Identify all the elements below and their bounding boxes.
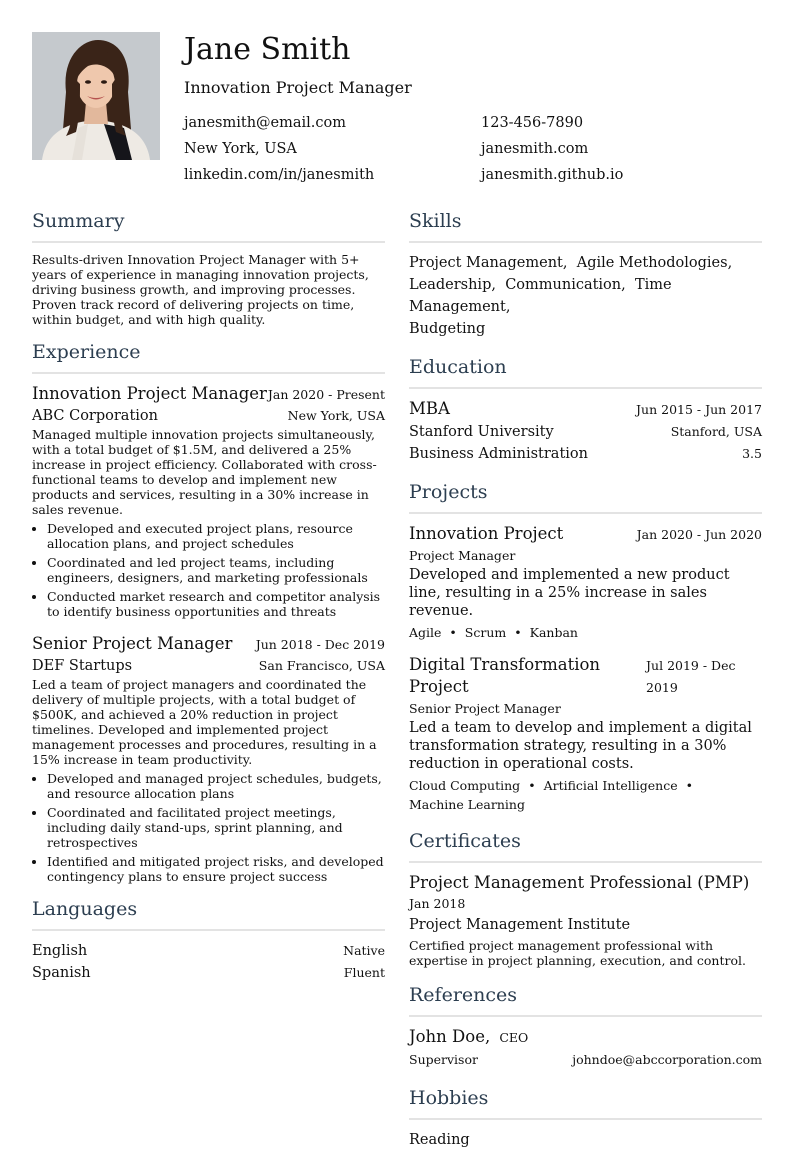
skill-item: Communication, [505,277,626,293]
summary-text: Results-driven Innovation Project Manager with 5+ years of experience in managing innovation projects, driving business growth, and improving processes. Proven track record of delivering projects on time, within budget, and with high quality. [32,252,369,327]
section-divider [409,241,762,243]
language-name: Spanish [32,965,91,981]
project-description: Led a team to develop and implement a digital transformation strategy, resulting in a 30% reduction in operational costs. [409,720,752,772]
experience-date: Jan 2020 - Present [267,387,385,402]
contact-location: New York, USA [184,141,297,157]
certificate-issuer: Project Management Institute [409,917,631,933]
skill-item: Agile Methodologies, [576,255,733,271]
experience-bullet: • Conducted market research and competitor analysis to identify business opportunities and threats [47,589,385,619]
experience-bullet: • Developed and executed project plans, resource allocation plans, and project schedules [47,521,385,551]
experience-description: Led a team of project managers and coordinated the delivery of multiple projects, with a total budget of $500K, and achieved a 20% reduction in project timelines. Developed and implemented project management processes and procedures, resulting in a 15% increase in team productivity. [32,677,377,767]
contact-website[interactable]: janesmith.com [481,141,589,157]
reference-email[interactable]: johndoe@abccorporation.com [572,1052,762,1067]
hobbies-section [409,1083,762,1151]
project-item [409,523,762,642]
section-divider [409,1015,762,1017]
languages-section [32,894,385,984]
project-tags: Cloud Computing • Artificial Intelligence • Machine Learning [409,778,693,812]
section-divider [32,241,385,243]
candidate-title: Innovation Project Manager [184,78,412,97]
project-date: Jul 2019 - Dec 2019 [646,658,736,695]
section-divider [32,372,385,374]
experience-bullets [32,521,385,619]
education-heading: Education [409,356,507,378]
education-school: Stanford University [409,424,554,440]
reference-name: John Doe, [409,1027,491,1046]
certificates-heading: Certificates [409,830,521,852]
project-tags: Agile • Scrum • Kanban [409,625,578,640]
experience-role: Innovation Project Manager [32,384,267,403]
experience-location: New York, USA [287,408,385,423]
skill-item: Project Management, [409,255,568,271]
experience-role: Senior Project Manager [32,634,233,653]
experience-bullet: • Coordinated and led project teams, including engineers, designers, and marketing professionals [47,555,385,585]
project-role: Senior Project Manager [409,701,561,716]
hobbies-heading: Hobbies [409,1087,489,1109]
contact-email[interactable]: janesmith@email.com [184,115,347,131]
experience-bullet: • Developed and managed project schedules, budgets, and resource allocation plans [47,771,385,801]
certificate-date: Jan 2018 [409,896,466,911]
experience-bullet: • Coordinated and facilitated project meetings, including daily stand-ups, sprint planning, and retrospectives [47,805,385,850]
project-tag: Artificial Intelligence [543,778,678,793]
skills-heading: Skills [409,210,462,232]
experience-item [32,633,385,884]
projects-heading: Projects [409,481,488,503]
experience-bullets [32,771,385,884]
section-divider [409,1118,762,1120]
experience-section [32,337,385,884]
experience-location: San Francisco, USA [258,658,385,673]
certificate-name: Project Management Professional (PMP) [409,873,750,892]
reference-position: CEO [499,1030,529,1045]
summary-heading: Summary [32,210,125,232]
education-date: Jun 2015 - Jun 2017 [636,402,762,417]
contact-github[interactable]: janesmith.github.io [481,167,624,183]
candidate-name: Jane Smith [184,32,351,67]
projects-section [409,477,762,814]
experience-company: ABC Corporation [32,408,158,424]
experience-heading: Experience [32,341,141,363]
language-name: English [32,943,88,959]
project-tag: Kanban [529,625,578,640]
certificates-section [409,826,762,968]
skill-item: Leadership, [409,277,496,293]
education-section [409,352,762,465]
contact-phone[interactable]: 123-456-7890 [481,115,584,131]
references-heading: References [409,984,518,1006]
skills-list [409,252,762,340]
experience-date: Jun 2018 - Dec 2019 [255,637,385,652]
right-column [409,206,762,1151]
project-tag: Machine Learning [409,797,525,812]
language-row [32,940,385,962]
language-level: Fluent [343,965,385,980]
summary-section [32,206,385,327]
education-location: Stanford, USA [670,424,762,439]
experience-description: Managed multiple innovation projects simultaneously, with a total budget of $1.5M, and delivered a 25% increase in project efficiency. Collaborated with cross-functional teams to develop and implement new products and services, resulting in a 30% increase in sales revenue. [32,427,377,517]
experience-company: DEF Startups [32,658,133,674]
project-item [409,654,762,814]
certificate-description: Certified project management professional with expertise in project planning, execution, and control. [409,938,746,968]
section-divider [32,929,385,931]
project-role: Project Manager [409,548,516,563]
skills-section [409,206,762,340]
contact-linkedin[interactable]: linkedin.com/in/janesmith [184,167,375,183]
language-row [32,962,385,984]
references-section [409,980,762,1071]
left-column [32,206,385,984]
profile-photo [32,32,160,160]
project-tag: Agile [409,625,442,640]
education-field: Business Administration [409,446,588,462]
experience-item [32,383,385,619]
skill-item: Budgeting [409,321,486,337]
reference-relation: Supervisor [409,1052,478,1067]
hobby-item: Reading [409,1132,470,1148]
portrait-image [32,32,160,160]
languages-heading: Languages [32,898,138,920]
skill-item: Time Management, [409,277,672,315]
project-name: Innovation Project [409,524,564,543]
project-tag: Scrum [464,625,507,640]
project-name: Digital Transformation Project [409,655,601,696]
section-divider [409,387,762,389]
education-gpa: 3.5 [742,446,762,461]
section-divider [409,512,762,514]
education-degree: MBA [409,399,450,418]
project-description: Developed and implemented a new product line, resulting in a 25% increase in sales revenue. [409,567,730,619]
project-date: Jan 2020 - Jun 2020 [636,527,762,542]
language-level: Native [343,943,385,958]
reference-name-row [409,1026,762,1049]
experience-bullet: • Identified and mitigated project risks, and developed contingency plans to ensure project success [47,854,385,884]
section-divider [409,861,762,863]
project-tag: Cloud Computing [409,778,521,793]
